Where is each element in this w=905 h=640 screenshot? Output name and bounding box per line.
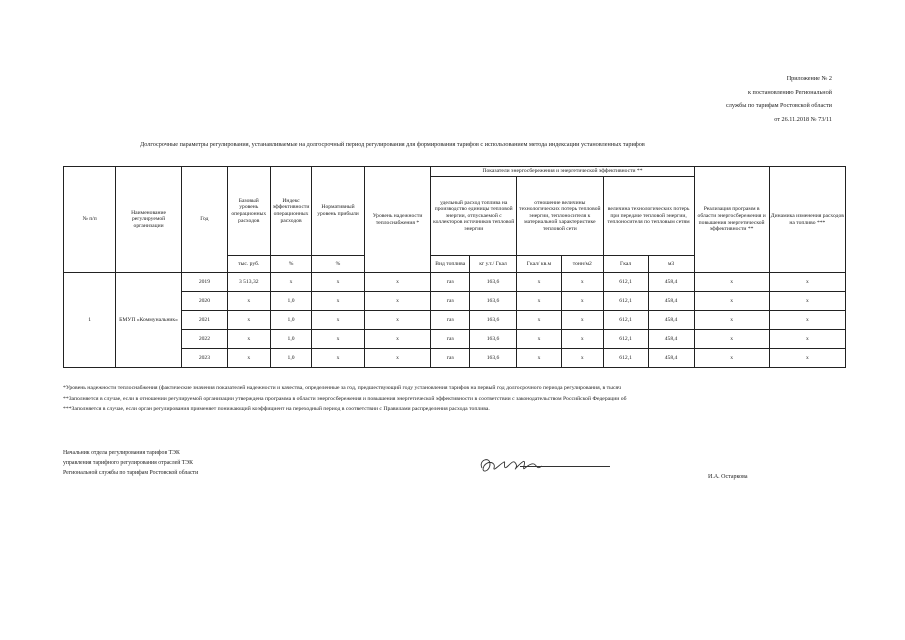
header-org: Наименование регулируемой организации <box>116 167 182 273</box>
cell-fuel-rate: 163,6 <box>470 349 517 368</box>
cell-fuel-type: газ <box>431 311 470 330</box>
cell-fuel-rate: 163,6 <box>470 273 517 292</box>
parameters-table <box>63 166 846 368</box>
cell-reliability: x <box>364 349 431 368</box>
unit-ratio-2: тонн/м2 <box>561 256 603 273</box>
footnote-1: *Уровень надежности теплоснабжения (фактические значения показателей надежности и качества, определенные за год, предшествующий году установления тарифов на первый год долгосрочного периода регулирования, в тысяч <box>63 385 621 391</box>
cell-profit: x <box>312 330 364 349</box>
cell-dynamics: x <box>769 311 845 330</box>
cell-ratio-2: x <box>561 273 603 292</box>
cell-year: 2019 <box>181 273 227 292</box>
cell-base: x <box>227 292 270 311</box>
header-num: № п/п <box>64 167 116 273</box>
unit-loss-2: м3 <box>648 256 694 273</box>
unit-profit: % <box>312 256 364 273</box>
unit-fuel-type: Вид топлива <box>431 256 470 273</box>
footnote-3: ***Заполняется в случае, если орган регулирования применяет понижающий коэффициент на переходный период в соответствии с Правилами распределения расхода топлива. <box>63 406 490 413</box>
table-row <box>64 273 846 292</box>
cell-dynamics: x <box>769 349 845 368</box>
cell-loss-1: 612,1 <box>603 349 648 368</box>
cell-profit: x <box>312 349 364 368</box>
cell-profit: x <box>312 292 364 311</box>
cell-fuel-type: газ <box>431 292 470 311</box>
signature-line <box>520 466 610 467</box>
cell-loss-2: 458,4 <box>648 311 694 330</box>
cell-ratio-1: x <box>517 330 562 349</box>
header-energy-group: Показатели энергосбережения и энергетической эффективности ** <box>431 167 694 177</box>
org-number: 1 <box>64 273 116 368</box>
cell-reliability: x <box>364 292 431 311</box>
cell-base: x <box>227 311 270 330</box>
header-program: Реализация программ в области энергосбережения и повышения энергетической эффективности ** <box>694 167 769 273</box>
cell-year: 2021 <box>181 311 227 330</box>
header-profit: Нормативный уровень прибыли <box>312 167 364 256</box>
org-name: БМУП «Коммунальник» <box>116 273 182 368</box>
appendix-block <box>726 72 832 126</box>
signatory-line-2: управления тарифного регулирования отраслей ТЭК <box>63 459 193 466</box>
cell-index: 1,0 <box>270 311 312 330</box>
unit-loss-1: Гкал <box>603 256 648 273</box>
signatory-line-1: Начальник отдела регулирования тарифов ТЭК <box>63 450 180 456</box>
cell-fuel-type: газ <box>431 349 470 368</box>
cell-program: x <box>694 349 769 368</box>
appendix-line-3: службы по тарифам Ростовской области <box>726 102 832 109</box>
header-losses: величина технологических потерь при передаче тепловой энергии, теплоносителя по тепловым сетям <box>603 177 694 256</box>
appendix-line-1: Приложение № 2 <box>786 75 832 82</box>
cell-reliability: x <box>364 330 431 349</box>
cell-profit: x <box>312 311 364 330</box>
cell-ratio-1: x <box>517 311 562 330</box>
cell-profit: x <box>312 273 364 292</box>
cell-dynamics: x <box>769 273 845 292</box>
cell-base: 3 513,32 <box>227 273 270 292</box>
signatory-name: И.А. Остаркова <box>708 474 748 480</box>
appendix-line-2: к постановлению Региональной <box>747 88 832 96</box>
unit-base: тыс. руб. <box>227 256 270 273</box>
cell-index: x <box>270 273 312 292</box>
signatory-line-3: Региональной службы по тарифам Ростовской области <box>63 469 199 476</box>
unit-index: % <box>270 256 312 273</box>
cell-ratio-1: x <box>517 292 562 311</box>
cell-year: 2020 <box>181 292 227 311</box>
footnotes <box>63 383 627 415</box>
cell-year: 2023 <box>181 349 227 368</box>
cell-dynamics: x <box>769 330 845 349</box>
unit-ratio-1: Гкал/ кв.м <box>517 256 562 273</box>
cell-fuel-rate: 163,6 <box>470 330 517 349</box>
cell-ratio-1: x <box>517 349 562 368</box>
header-losses-ratio: отношение величины технологических потерь тепловой энергии, теплоносителя к материальной характеристике тепловой сети <box>517 177 604 256</box>
cell-ratio-2: x <box>561 311 603 330</box>
cell-loss-1: 612,1 <box>603 311 648 330</box>
cell-year: 2022 <box>181 330 227 349</box>
header-base: Базовый уровень операционных расходов <box>227 167 270 256</box>
cell-dynamics: x <box>769 292 845 311</box>
cell-program: x <box>694 273 769 292</box>
cell-reliability: x <box>364 311 431 330</box>
cell-fuel-type: газ <box>431 273 470 292</box>
unit-fuel-rate: кг у.т./ Гкал <box>470 256 517 273</box>
cell-loss-1: 612,1 <box>603 330 648 349</box>
cell-index: 1,0 <box>270 292 312 311</box>
cell-loss-2: 458,4 <box>648 349 694 368</box>
cell-base: x <box>227 330 270 349</box>
header-index: Индекс эффективности операционных расходов <box>270 167 312 256</box>
cell-ratio-2: x <box>561 330 603 349</box>
cell-index: 1,0 <box>270 330 312 349</box>
cell-ratio-2: x <box>561 349 603 368</box>
footnote-2: **Заполняется в случае, если в отношении регулируемой организации утверждена программа в области энергосбережения и повышения энергетической эффективности в соответствии с законодательством Российской Федерации об <box>63 395 627 402</box>
appendix-line-4: от 26.11.2018 № 73/11 <box>774 115 832 123</box>
cell-reliability: x <box>364 273 431 292</box>
cell-loss-1: 612,1 <box>603 292 648 311</box>
cell-fuel-type: газ <box>431 330 470 349</box>
cell-program: x <box>694 330 769 349</box>
header-year: Год <box>181 167 227 273</box>
document-title: Долгосрочные параметры регулирования, устанавливаемые на долгосрочный период регулирования для формирования тарифов с использованием метода индексации установленных тарифов <box>140 141 645 148</box>
cell-program: x <box>694 311 769 330</box>
cell-loss-2: 458,4 <box>648 273 694 292</box>
cell-fuel-rate: 163,6 <box>470 292 517 311</box>
cell-base: x <box>227 349 270 368</box>
cell-ratio-2: x <box>561 292 603 311</box>
cell-loss-2: 458,4 <box>648 330 694 349</box>
table-row <box>64 292 846 311</box>
cell-ratio-1: x <box>517 273 562 292</box>
cell-index: 1,0 <box>270 349 312 368</box>
signatory-position <box>63 449 198 478</box>
cell-loss-1: 612,1 <box>603 273 648 292</box>
header-reliability: Уровень надежности теплоснабжения * <box>364 167 431 273</box>
cell-loss-2: 458,4 <box>648 292 694 311</box>
table-row <box>64 330 846 349</box>
table-row <box>64 349 846 368</box>
cell-fuel-rate: 163,6 <box>470 311 517 330</box>
header-dynamics: Динамика изменения расходов на топливо *** <box>769 167 845 273</box>
header-fuel: удельный расход топлива на производство единицы тепловой энергии, отпускаемой с коллекторов источников тепловой энергии <box>431 177 517 256</box>
cell-program: x <box>694 292 769 311</box>
table-row <box>64 311 846 330</box>
